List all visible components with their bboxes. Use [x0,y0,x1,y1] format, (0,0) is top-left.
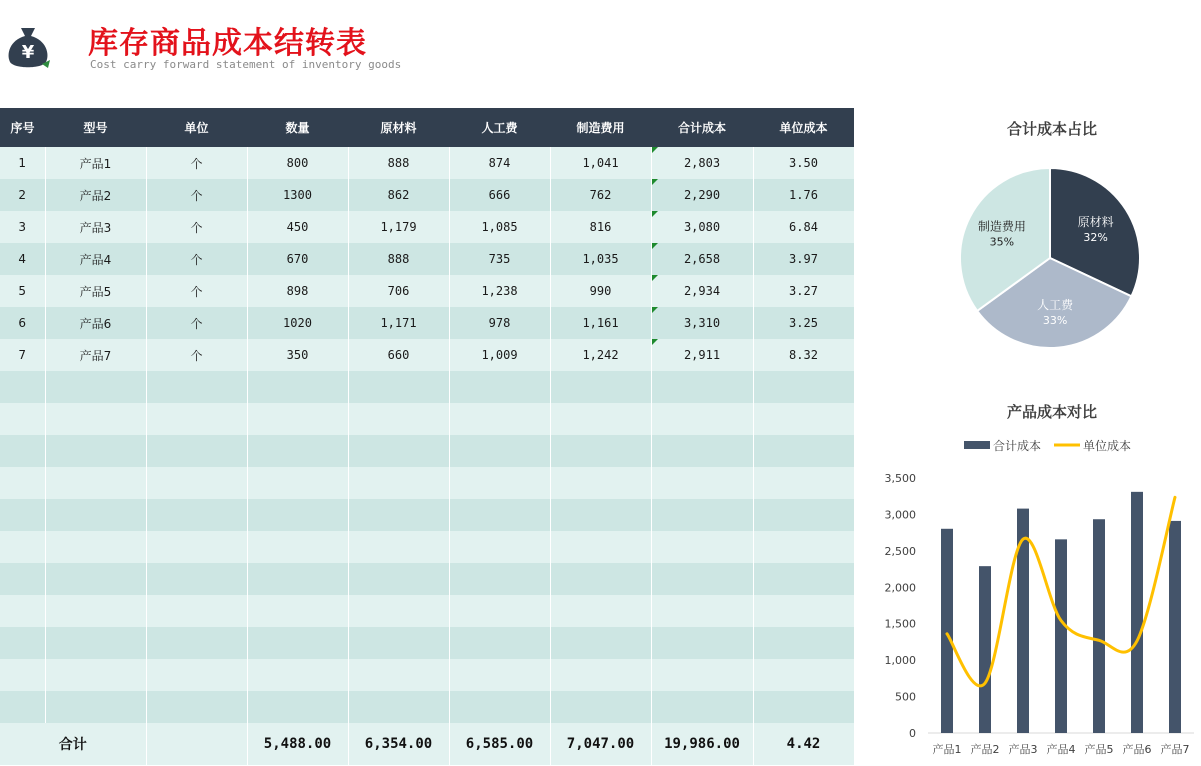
empty-cell[interactable] [247,595,348,627]
column-header-unit[interactable]: 单位 [146,108,247,147]
totals-material[interactable]: 6,354.00 [348,723,449,765]
table-header-row [0,108,854,147]
empty-row [0,659,854,691]
cell-quantity[interactable]: 1020 [247,307,348,339]
empty-cell[interactable] [550,435,651,467]
y-tick-label: 1,500 [884,617,916,631]
table-row [0,275,854,307]
empty-cell[interactable] [146,595,247,627]
empty-cell[interactable] [348,435,449,467]
empty-cell[interactable] [247,371,348,403]
empty-cell[interactable] [348,595,449,627]
totals-quantity[interactable]: 5,488.00 [247,723,348,765]
cell-labor[interactable]: 666 [449,179,550,211]
cell-model[interactable]: 产品5 [45,275,146,307]
y-tick-label: 0 [909,727,916,740]
empty-row [0,531,854,563]
column-header-overhead[interactable]: 制造费用 [550,108,651,147]
cell-material[interactable]: 1,171 [348,307,449,339]
empty-cell[interactable] [651,627,753,659]
empty-cell[interactable] [146,499,247,531]
empty-cell[interactable] [550,531,651,563]
empty-cell[interactable] [651,499,753,531]
totals-label[interactable]: 合计 [0,723,146,765]
bar-产品3[interactable] [1017,509,1029,733]
cell-model[interactable]: 产品6 [45,307,146,339]
cell-unit-cost[interactable]: 3.25 [753,307,854,339]
empty-cell[interactable] [247,627,348,659]
empty-cell[interactable] [146,435,247,467]
empty-cell[interactable] [45,595,146,627]
y-tick-label: 2,500 [884,544,916,558]
cell-index[interactable]: 1 [0,147,45,179]
cell-unit-cost[interactable]: 1.76 [753,179,854,211]
cell-quantity[interactable]: 1300 [247,179,348,211]
cell-quantity[interactable]: 350 [247,339,348,371]
cell-material[interactable]: 660 [348,339,449,371]
empty-row [0,691,854,723]
empty-cell[interactable] [247,467,348,499]
pie-chart-title: 合计成本占比 [1006,120,1097,138]
x-tick-label: 产品5 [1084,743,1114,756]
table-row [0,307,854,339]
cell-index[interactable]: 4 [0,243,45,275]
cell-index[interactable]: 5 [0,275,45,307]
empty-cell[interactable] [753,499,854,531]
cell-unit[interactable]: 个 [146,179,247,211]
column-header-material[interactable]: 原材料 [348,108,449,147]
empty-cell[interactable] [449,595,550,627]
cell-material[interactable]: 888 [348,147,449,179]
empty-row [0,627,854,659]
empty-cell[interactable] [651,435,753,467]
empty-row [0,435,854,467]
bar-产品6[interactable] [1131,492,1143,733]
empty-cell[interactable] [753,403,854,435]
pie-label-category: 原材料 [1077,215,1114,230]
empty-cell[interactable] [0,563,45,595]
empty-cell[interactable] [449,531,550,563]
empty-cell[interactable] [45,403,146,435]
cell-overhead[interactable]: 990 [550,275,651,307]
empty-row [0,563,854,595]
cell-index[interactable]: 2 [0,179,45,211]
empty-cell[interactable] [247,659,348,691]
empty-row [0,595,854,627]
cell-quantity[interactable]: 898 [247,275,348,307]
empty-cell[interactable] [550,499,651,531]
cell-unit[interactable]: 个 [146,243,247,275]
empty-cell[interactable] [651,595,753,627]
chart-legend [964,438,1131,453]
cell-labor[interactable]: 1,238 [449,275,550,307]
empty-cell[interactable] [146,371,247,403]
empty-cell[interactable] [550,403,651,435]
cell-unit-cost[interactable]: 3.50 [753,147,854,179]
cell-labor[interactable]: 978 [449,307,550,339]
empty-cell[interactable] [348,371,449,403]
empty-cell[interactable] [753,531,854,563]
cell-model[interactable]: 产品2 [45,179,146,211]
empty-cell[interactable] [449,403,550,435]
cell-quantity[interactable]: 800 [247,147,348,179]
cell-unit-cost[interactable]: 6.84 [753,211,854,243]
empty-cell[interactable] [348,659,449,691]
cell-index[interactable]: 6 [0,307,45,339]
empty-cell[interactable] [550,563,651,595]
bar-产品1[interactable] [941,529,953,733]
cell-unit[interactable]: 个 [146,275,247,307]
empty-cell[interactable] [651,371,753,403]
empty-cell[interactable] [753,659,854,691]
column-header-quantity[interactable]: 数量 [247,108,348,147]
totals-labor[interactable]: 6,585.00 [449,723,550,765]
table-row [0,339,854,371]
bar-chart [868,430,1198,764]
totals-row [0,723,854,765]
empty-cell[interactable] [348,691,449,723]
empty-cell[interactable] [753,371,854,403]
empty-cell[interactable] [651,403,753,435]
cell-total-cost[interactable]: 2,911 [651,339,753,371]
empty-cell[interactable] [348,563,449,595]
cell-overhead[interactable]: 762 [550,179,651,211]
empty-cell[interactable] [146,403,247,435]
y-tick-label: 1,000 [884,654,916,668]
empty-cell[interactable] [146,659,247,691]
cell-total-cost[interactable]: 3,310 [651,307,753,339]
cell-overhead[interactable]: 1,035 [550,243,651,275]
empty-row [0,403,854,435]
cell-unit-cost[interactable]: 3.97 [753,243,854,275]
bar-产品4[interactable] [1055,539,1067,733]
empty-cell[interactable] [247,531,348,563]
column-header-labor[interactable]: 人工费 [449,108,550,147]
pie-label-percent: 33% [1042,313,1068,327]
legend-label-bar: 合计成本 [993,439,1042,453]
cell-total-cost[interactable]: 2,934 [651,275,753,307]
empty-cell[interactable] [247,563,348,595]
empty-cell[interactable] [0,659,45,691]
empty-cell[interactable] [0,531,45,563]
empty-cell[interactable] [45,435,146,467]
column-header-total-cost[interactable]: 合计成本 [651,108,753,147]
cell-quantity[interactable]: 670 [247,243,348,275]
empty-cell[interactable] [449,435,550,467]
x-tick-label: 产品1 [932,743,962,756]
y-tick-label: 500 [895,690,916,704]
empty-cell[interactable] [45,659,146,691]
empty-cell[interactable] [45,371,146,403]
totals-unit-cost[interactable]: 4.42 [753,723,854,765]
empty-cell[interactable] [753,435,854,467]
empty-cell[interactable] [550,691,651,723]
cell-overhead[interactable]: 1,242 [550,339,651,371]
column-header-model[interactable]: 型号 [45,108,146,147]
cell-labor[interactable]: 1,009 [449,339,550,371]
empty-cell[interactable] [550,659,651,691]
cell-material[interactable]: 888 [348,243,449,275]
cell-total-cost[interactable]: 2,658 [651,243,753,275]
empty-cell[interactable] [45,531,146,563]
empty-cell[interactable] [45,499,146,531]
pie-chart [950,158,1150,358]
empty-cell[interactable] [348,467,449,499]
column-header-unit-cost[interactable]: 单位成本 [753,108,854,147]
empty-cell[interactable] [146,563,247,595]
empty-cell[interactable] [449,467,550,499]
cell-overhead[interactable]: 1,161 [550,307,651,339]
empty-cell[interactable] [753,467,854,499]
empty-cell[interactable] [348,499,449,531]
empty-row [0,467,854,499]
pie-label-category: 人工费 [1037,297,1074,312]
empty-cell[interactable] [550,627,651,659]
empty-cell[interactable] [45,467,146,499]
bar-产品5[interactable] [1093,519,1105,733]
cell-unit[interactable]: 个 [146,339,247,371]
table-row [0,243,854,275]
totals-unit-cell[interactable] [146,723,247,765]
pie-label-percent: 35% [989,235,1015,249]
empty-cell[interactable] [753,563,854,595]
empty-cell[interactable] [0,403,45,435]
column-header-index[interactable]: 序号 [0,108,45,147]
empty-cell[interactable] [247,403,348,435]
cell-quantity[interactable]: 450 [247,211,348,243]
pie-label-category: 制造费用 [977,219,1026,234]
cell-index[interactable]: 7 [0,339,45,371]
pie-label-percent: 32% [1083,231,1108,245]
cell-model[interactable]: 产品1 [45,147,146,179]
cell-unit-cost[interactable]: 3.27 [753,275,854,307]
cell-model[interactable]: 产品3 [45,211,146,243]
table-row [0,179,854,211]
empty-cell[interactable] [753,627,854,659]
empty-cell[interactable] [449,659,550,691]
empty-cell[interactable] [753,691,854,723]
x-tick-label: 产品6 [1122,743,1152,756]
empty-cell[interactable] [550,595,651,627]
cell-labor[interactable]: 874 [449,147,550,179]
empty-cell[interactable] [348,531,449,563]
empty-cell[interactable] [146,691,247,723]
cell-model[interactable]: 产品4 [45,243,146,275]
x-tick-label: 产品3 [1008,743,1038,756]
x-tick-label: 产品4 [1046,743,1076,756]
empty-cell[interactable] [146,467,247,499]
empty-cell[interactable] [146,627,247,659]
empty-cell[interactable] [0,627,45,659]
empty-cell[interactable] [247,691,348,723]
empty-cell[interactable] [348,403,449,435]
empty-cell[interactable] [348,627,449,659]
cell-model[interactable]: 产品7 [45,339,146,371]
empty-cell[interactable] [449,371,550,403]
cell-labor[interactable]: 1,085 [449,211,550,243]
y-tick-label: 2,000 [884,581,916,595]
cell-unit-cost[interactable]: 8.32 [753,339,854,371]
cell-labor[interactable]: 735 [449,243,550,275]
page-title: 库存商品成本结转表 [88,26,367,61]
empty-cell[interactable] [146,531,247,563]
legend-swatch-bar [964,441,990,449]
empty-cell[interactable] [651,467,753,499]
cell-overhead[interactable]: 1,041 [550,147,651,179]
empty-cell[interactable] [247,499,348,531]
logo-glyph: ¥ [21,42,35,63]
empty-cell[interactable] [651,691,753,723]
empty-cell[interactable] [753,595,854,627]
empty-cell[interactable] [45,627,146,659]
cell-unit[interactable]: 个 [146,307,247,339]
table-row [0,147,854,179]
cell-total-cost[interactable]: 3,080 [651,211,753,243]
totals-total-cost[interactable]: 19,986.00 [651,723,753,765]
y-tick-label: 3,500 [884,472,916,485]
empty-cell[interactable] [45,563,146,595]
cell-material[interactable]: 706 [348,275,449,307]
cell-index[interactable]: 3 [0,211,45,243]
totals-overhead[interactable]: 7,047.00 [550,723,651,765]
cost-table [0,108,855,765]
cell-total-cost[interactable]: 2,803 [651,147,753,179]
money-bag-yuan-icon [6,24,50,70]
empty-cell[interactable] [550,467,651,499]
cell-material[interactable]: 862 [348,179,449,211]
empty-cell[interactable] [0,691,45,723]
cell-unit[interactable]: 个 [146,211,247,243]
empty-cell[interactable] [45,691,146,723]
empty-cell[interactable] [0,467,45,499]
empty-cell[interactable] [0,595,45,627]
table-row [0,211,854,243]
empty-cell[interactable] [651,659,753,691]
empty-cell[interactable] [550,371,651,403]
empty-row [0,499,854,531]
bar-产品2[interactable] [979,566,991,733]
empty-cell[interactable] [651,531,753,563]
legend-label-line: 单位成本 [1083,439,1132,453]
empty-cell[interactable] [449,627,550,659]
x-tick-label: 产品2 [970,743,1000,756]
empty-cell[interactable] [0,499,45,531]
empty-cell[interactable] [449,499,550,531]
empty-cell[interactable] [0,435,45,467]
x-tick-label: 产品7 [1160,743,1190,756]
cell-total-cost[interactable]: 2,290 [651,179,753,211]
table-body [0,147,854,723]
empty-cell[interactable] [449,563,550,595]
page-subtitle: Cost carry forward statement of inventory goods [90,58,402,71]
empty-cell[interactable] [247,435,348,467]
y-tick-label: 3,000 [884,508,916,522]
bar-chart-title: 产品成本对比 [1006,403,1097,421]
empty-cell[interactable] [651,563,753,595]
cell-overhead[interactable]: 816 [550,211,651,243]
cell-unit[interactable]: 个 [146,147,247,179]
cell-material[interactable]: 1,179 [348,211,449,243]
empty-row [0,371,854,403]
empty-cell[interactable] [449,691,550,723]
empty-cell[interactable] [0,371,45,403]
bar-产品7[interactable] [1169,521,1181,733]
